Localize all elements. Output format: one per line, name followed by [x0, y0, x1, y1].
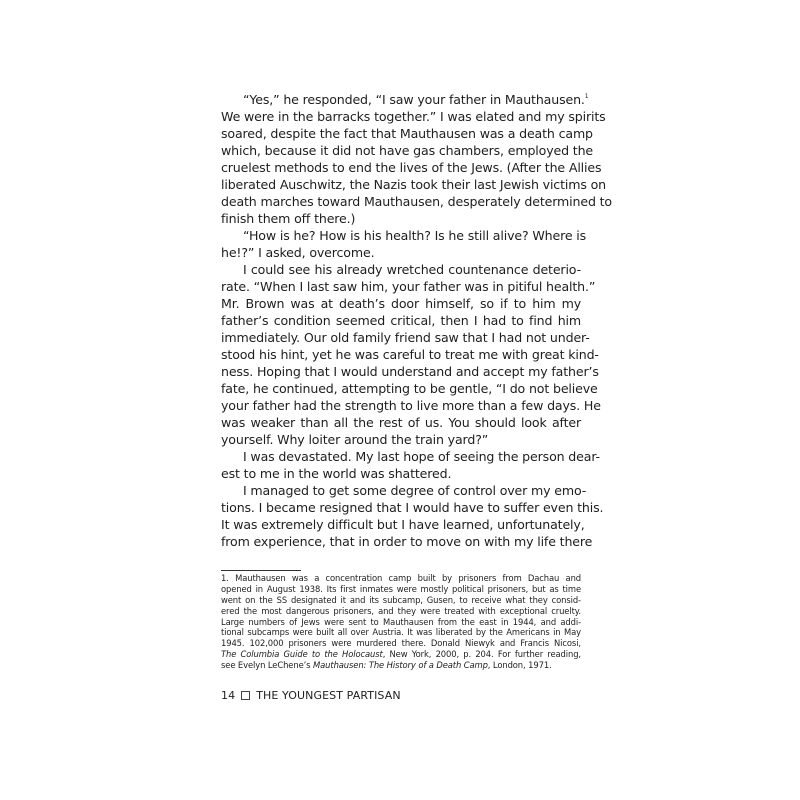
footnote-text: see Evelyn LeChene’s	[221, 660, 314, 671]
text-line: yourself. Why loiter around the train yard?”	[221, 432, 489, 447]
text-line: We were in the barracks together.” I was elated and my spirits	[221, 109, 606, 124]
footnote-line	[221, 606, 581, 617]
paragraph	[221, 91, 612, 227]
footnote-line	[221, 627, 581, 638]
text-line: your father had the strength to live more than a few days. He	[221, 398, 601, 413]
text-line: liberated Auschwitz, the Nazis took their last Jewish victims on	[221, 177, 606, 192]
text-line: father’s condition seemed critical, then I had to find him	[221, 313, 581, 328]
running-footer	[221, 689, 401, 702]
paragraph	[221, 482, 604, 550]
footnote-text: , London, 1971.	[487, 660, 552, 671]
footnote-text: 1. Mauthausen was a concentration camp built by prisoners from Dachau and	[221, 573, 581, 583]
text-line: stood his hint, yet he was careful to treat me with great kind-	[221, 347, 599, 362]
footnote-text: , New York, 2000, p. 204. For further reading,	[382, 649, 581, 660]
book-title-citation: The Columbia Guide to the Holocaust	[221, 649, 383, 660]
page-number: 14	[221, 689, 236, 702]
text-line: I was devastated. My last hope of seeing the person dear-	[243, 449, 600, 464]
footnote-line	[221, 660, 581, 671]
footnote-line	[221, 573, 581, 584]
paragraph	[221, 261, 601, 448]
footnote-reference[interactable]: 1	[584, 93, 589, 100]
footnote-text: Large numbers of Jews were sent to Mauthausen from the east in 1944, and addi-	[221, 616, 581, 627]
text-line: rate. “When I last saw him, your father was in pitiful health.”	[221, 279, 596, 294]
text-line: “Yes,” he responded, “I saw your father in Mauthausen.$^1$	[243, 92, 589, 107]
text-line: I could see his already wretched countenance deterio-	[243, 262, 581, 277]
footnote-line	[221, 584, 581, 595]
body-text	[221, 91, 612, 550]
footnote-text: 1945. 102,000 prisoners were murdered there. Donald Niewyk and Francis Nicosi,	[221, 638, 581, 649]
paragraph	[221, 227, 587, 261]
text-line: which, because it did not have gas chambers, employed the	[221, 143, 594, 158]
text-line: “How is he? How is his health? Is he still alive? Where is	[243, 228, 587, 243]
text-line: immediately. Our old family friend saw that I had not under-	[221, 330, 590, 345]
text-line: cruelest methods to end the lives of the Jews. (After the Allies	[221, 160, 602, 175]
text-line: tions. I became resigned that I would have to suffer even this.	[221, 500, 604, 515]
text-line: he!?” I asked, overcome.	[221, 245, 375, 260]
text-line: death marches toward Mauthausen, desperately determined to	[221, 194, 612, 209]
footnote-text: went on the SS designated it and its subcamp, Gusen, to receive what they consid-	[221, 594, 581, 605]
text-line: Mr. Brown was at death’s door himself, so if to him my	[221, 296, 581, 311]
footnote-line	[221, 649, 581, 660]
footnote-line	[221, 638, 581, 649]
text-line: from experience, that in order to move on with my life there	[221, 534, 593, 549]
footnote-text: opened in August 1938. Its first inmates were mostly political prisoners, but as time	[221, 583, 581, 594]
footnote-text: ered the most dangerous prisoners, and they were treated with exceptional cruelty.	[221, 605, 581, 616]
square-ornament-icon	[241, 691, 250, 700]
text-line: finish them off there.)	[221, 211, 356, 226]
text-line: I managed to get some degree of control over my emo-	[243, 483, 587, 498]
book-title: THE YOUNGEST PARTISAN	[256, 689, 401, 702]
footnote-rule	[221, 570, 301, 571]
text-line: was weaker than all the rest of us. You should look after	[221, 415, 581, 430]
footnote-line	[221, 595, 581, 606]
footnote-text: tional subcamps were built all over Austria. It was liberated by the Americans in May	[221, 627, 581, 638]
paragraph	[221, 448, 600, 482]
footnote	[221, 573, 581, 671]
text-line: ness. Hoping that I would understand and accept my father’s	[221, 364, 599, 379]
text-line: soared, despite the fact that Mauthausen was a death camp	[221, 126, 593, 141]
text-line: It was extremely difficult but I have learned, unfortunately,	[221, 517, 585, 532]
footnote-line	[221, 617, 581, 628]
text-line: est to me in the world was shattered.	[221, 466, 452, 481]
text-line: fate, he continued, attempting to be gentle, “I do not believe	[221, 381, 598, 396]
book-title-citation: Mauthausen: The History of a Death Camp	[313, 660, 488, 671]
